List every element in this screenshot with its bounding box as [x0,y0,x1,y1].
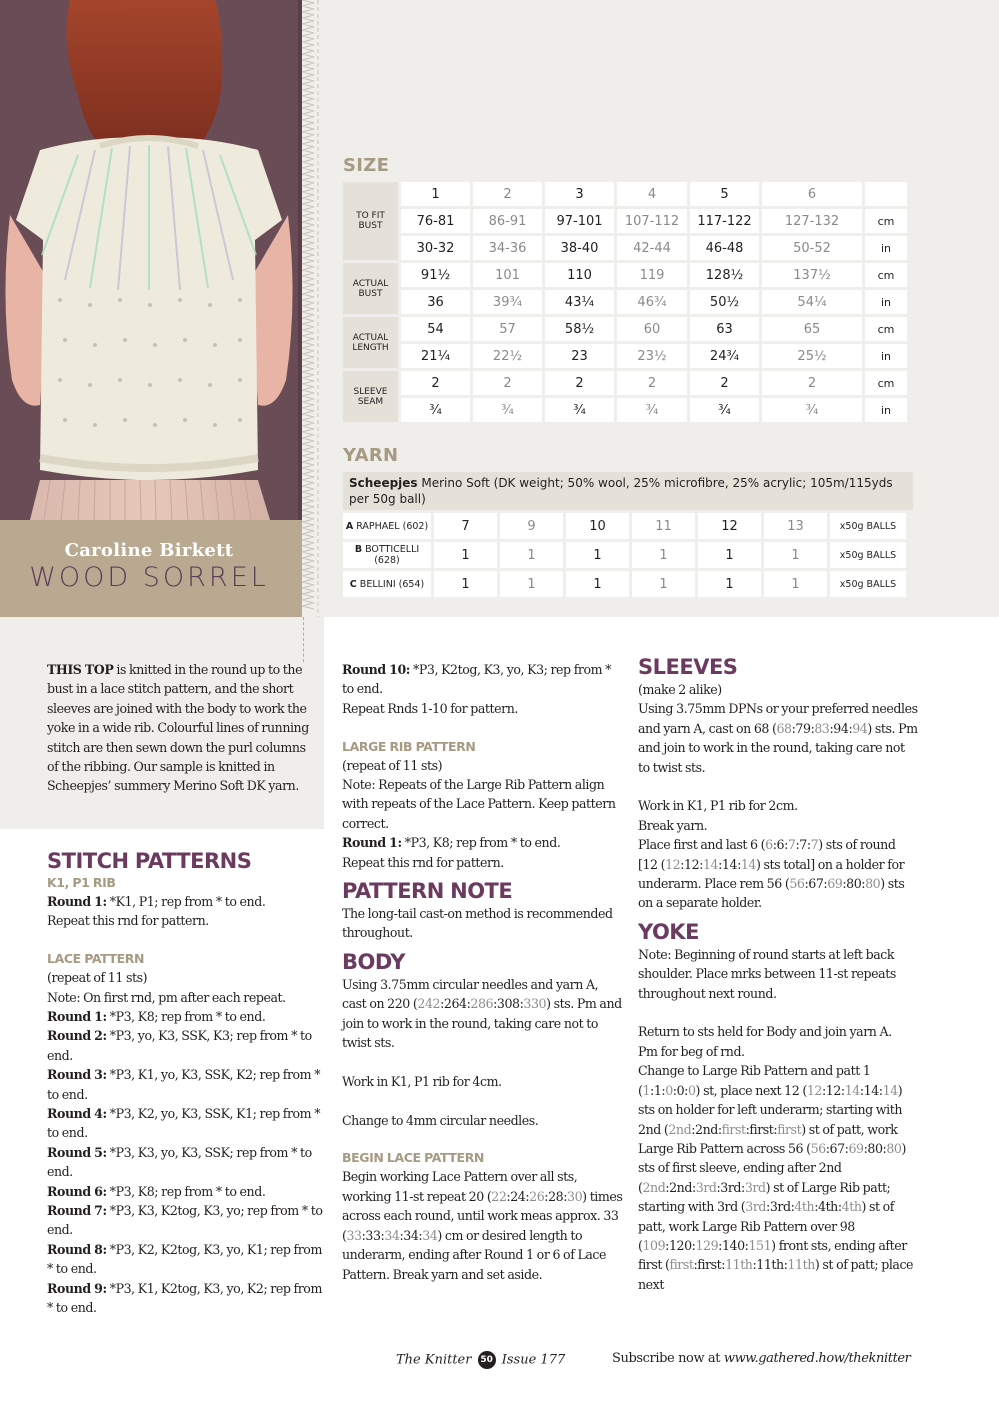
yarn-shade [343,513,431,539]
size-value: 110 [545,263,614,287]
column-middle [342,660,624,1284]
footer-magazine [396,1351,565,1369]
size-value: 46¾ [617,290,687,314]
size-variants: 3rd:3rd:4th:4th:4th [745,1199,862,1215]
lace-round: Round 9: *P3, K1, K2tog, K3, yo, K2; rep from * to end. [47,1280,322,1316]
size-variants: 56:67:69:80:80 [789,876,881,892]
body-cast-on: Using 3.75mm circular needles and yarn A, cast on 220 (242:264:286:308:330) sts. Pm and join to work in the round, taking care not to twist sts. [342,976,622,1051]
size-value: ¾ [617,398,687,422]
size-variants: 12:12:14:14:14 [665,856,756,872]
subscribe-url[interactable]: www.gathered.how/theknitter [723,1351,911,1366]
yarn-quantity: 1 [698,571,761,597]
size-header-row [343,182,907,206]
lace-pattern-heading: LACE PATTERN [47,951,145,967]
size-value: 97-101 [545,209,614,233]
yarn-quantity: 10 [566,513,629,539]
size-number: 6 [762,182,862,206]
size-value: 34-36 [473,236,542,260]
yoke-instructions: Change to Large Rib Pattern and patt 1 (1:1:0:0:0) st, place next 12 (12:12:14:14:14) sts on holder for left underarm; starting with 2nd (2nd:2nd:first:first:first) st of patt, work Large Rib Pattern across 56 (56:67:69:80:80) sts of first sleeve, ending after 2nd (2nd:2nd:3rd:3rd:3rd) st of Large Rib patt; starting with 3rd (3rd:3rd:4th:4th:4th) st of patt, work Large Rib Pattern over 98 (109:120:129:140:151) front sts, ending after first (first:first:11th:11th:11th) st of patt; place next [638,1063,914,1292]
model-photo [0,0,298,520]
lace-note: Note: On first rnd, pm after each repeat. [47,989,286,1005]
row-label: TO FIT BUST [343,182,398,260]
yarn-shade-name: BOTTICELLI (628) [362,544,420,566]
size-row [343,263,907,287]
yarn-quantity: 1 [500,571,563,597]
size-value: ¾ [401,398,470,422]
yarn-quantity: 13 [764,513,827,539]
size-value: 23½ [617,344,687,368]
size-value: 128½ [690,263,759,287]
stitch-patterns-heading: STITCH PATTERNS [47,849,252,873]
body-change-needles: Change to 4mm circular needles. [342,1112,539,1128]
size-row [343,371,907,395]
size-number: 3 [545,182,614,206]
row-label: ACTUAL BUST [343,263,398,314]
intro-body: is knitted in the round up to the bust in a lace stitch pattern, and the short sleeves are joined with the body to work the yoke in a wide rib. Colourful lines of running stitch are then sewn down the purl columns of the ribbing. Our sample is knitted in Scheepjes’ summery Merino Soft DK yarn. [47,662,309,794]
size-value: 2 [545,371,614,395]
size-value: 2 [473,371,542,395]
row-label: ACTUAL LENGTH [343,317,398,368]
size-value: 50-52 [762,236,862,260]
sleeves-cast-on: Using 3.75mm DPNs or your preferred needles and yarn A, cast on 68 (68:79:83:94:94) sts. Pm and join to work in the round, taking care not to twist sts. [638,701,918,775]
lace-round: Round 6: *P3, K8; rep from * to end. [47,1183,266,1199]
sleeves-heading: SLEEVES [638,655,738,679]
size-value: 2 [762,371,862,395]
yarn-letter: A [345,520,354,532]
yarn-quantity: 1 [434,571,497,597]
yarn-quantity: 11 [632,513,695,539]
pattern-note-heading: PATTERN NOTE [342,879,513,904]
size-value: 30-32 [401,236,470,260]
unit-label: in [865,236,907,260]
column-right [638,652,918,1294]
size-row [343,236,907,260]
intro-lead: THIS TOP [47,662,114,677]
sweater-illustration [0,0,298,520]
size-variants: 1:1:0:0:0 [642,1082,696,1098]
unit-label: in [865,398,907,422]
size-value: 107-112 [617,209,687,233]
yarn-shade-name: BELLINI (654) [356,578,425,590]
size-row [343,290,907,314]
title-block [0,520,298,617]
size-value: 65 [762,317,862,341]
yarn-quantity: 1 [500,542,563,568]
yarn-quantity: 1 [566,542,629,568]
subscribe-text: Subscribe now at [612,1351,724,1366]
size-value: 39¾ [473,290,542,314]
size-variants: 2nd:2nd:first:first:first [668,1121,802,1137]
yarn-quantity: 1 [434,542,497,568]
size-row [343,209,907,233]
magazine-name: The Knitter [396,1352,472,1368]
unit-label: cm [865,317,907,341]
unit-label: in [865,290,907,314]
size-value: 91½ [401,263,470,287]
unit-label: cm [865,371,907,395]
body-heading: BODY [342,949,405,974]
large-rib-note: Note: Repeats of the Large Rib Pattern align with repeats of the Lace Pattern. Keep pattern correct. [342,777,616,831]
size-table [340,179,910,425]
size-value: 119 [617,263,687,287]
size-value: 101 [473,263,542,287]
column-stitch-patterns [47,846,327,1318]
size-value: 58½ [545,317,614,341]
begin-lace-text: Begin working Lace Pattern over all sts, working 11-st repeat 20 (22:24:26:28:30) times across each round, until work meas approx. 33 (33:33:34:34:34) cm or desired length to underarm, ending after Round 1 or 6 of Lace Pattern. Break yarn and set aside. [342,1169,623,1282]
size-value: 2 [690,371,759,395]
intro-text [47,660,309,796]
yarn-unit: x50g BALLS [830,571,906,597]
yarn-details: Merino Soft (DK weight; 50% wool, 25% microfibre, 25% acrylic; 105m/115yds per 50g ball) [349,476,893,506]
size-variants: first:first:11th:11th:11th [669,1257,815,1273]
yarn-row [343,542,906,568]
size-value: 50½ [690,290,759,314]
lace-round: Round 5: *P3, K3, yo, K3, SSK; rep from * to end. [47,1144,312,1180]
size-variants: 22:24:26:28:30 [491,1188,583,1204]
size-value: 25½ [762,344,862,368]
size-value: 38-40 [545,236,614,260]
row-label: SLEEVE SEAM [343,371,398,422]
size-heading: SIZE [343,155,390,176]
k1p1-rib-heading: K1, P1 RIB [47,875,116,890]
size-variants: 242:264:286:308:330 [417,996,547,1012]
size-variants: 2nd:2nd:3rd:3rd:3rd [642,1179,766,1195]
lace-round: Round 8: *P3, K2, K2tog, K3, yo, K1; rep from * to end. [47,1241,322,1277]
size-value: 2 [401,371,470,395]
size-value: ¾ [473,398,542,422]
yarn-quantity: 1 [764,571,827,597]
yarn-quantity: 12 [698,513,761,539]
yarn-quantity: 1 [764,542,827,568]
size-value: 36 [401,290,470,314]
size-number: 2 [473,182,542,206]
yarn-letter: B [354,544,363,555]
size-number: 1 [401,182,470,206]
lace-round: Round 3: *P3, K1, yo, K3, SSK, K2; rep from * to end. [47,1067,321,1102]
large-rib-heading: LARGE RIB PATTERN [342,738,476,754]
sleeves-rib: Work in K1, P1 rib for 2cm. [638,798,798,814]
size-row [343,317,907,341]
size-variants: 6:6:7:7:7 [765,837,819,853]
sleeves-place-holder: Place first and last 6 (6:6:7:7:7) sts of round [12 (12:12:14:14:14) sts total] on a holder for underarm. Place rem 56 (56:67:69:80:80) sts on a separate holder. [638,837,905,911]
yarn-letter: C [349,578,357,590]
size-value: 57 [473,317,542,341]
size-value: 86-91 [473,209,542,233]
designer-name: Caroline Birkett [64,540,234,561]
size-value: 76-81 [401,209,470,233]
lace-repeat-of: (repeat of 11 sts) [47,970,148,986]
size-variants: 68:79:83:94:94 [776,720,868,736]
sleeves-sub: (make 2 alike) [638,682,722,697]
size-variants: 12:12:14:14:14 [806,1082,898,1098]
yarn-unit: x50g BALLS [830,513,906,539]
size-variants: 56:67:69:80:80 [810,1140,902,1156]
size-value: 23 [545,344,614,368]
yarn-shade [343,542,431,568]
size-row [343,344,907,368]
lace-round: Round 1: *P3, K8; rep from * to end. [47,1009,266,1025]
unit-cell [865,182,907,206]
lace-round: Round 7: *P3, K3, K2tog, K3, yo; rep from * to end. [47,1203,323,1238]
yarn-row [343,571,906,597]
size-variants: 33:33:34:34:34 [346,1227,438,1243]
yarn-table [340,510,909,600]
unit-label: cm [865,209,907,233]
lace-round: Round 10: *P3, K2tog, K3, yo, K3; rep from * to end. [342,662,612,697]
yarn-shade [343,571,431,597]
size-value: 60 [617,317,687,341]
size-value: 24¾ [690,344,759,368]
yarn-brand: Scheepjes [349,476,418,490]
page-number-badge: 50 [478,1351,496,1369]
footer-subscribe [612,1351,911,1366]
size-value: 117-122 [690,209,759,233]
size-value: 46-48 [690,236,759,260]
lace-repeat: Repeat Rnds 1-10 for pattern. [342,700,518,716]
lace-round: Round 2: *P3, yo, K3, SSK, K3; rep from * to end. [47,1028,312,1063]
size-value: 22½ [473,344,542,368]
yarn-quantity: 1 [566,571,629,597]
zigzag-stitch-decoration [298,0,324,617]
yoke-pm: Pm for beg of rnd. [638,1043,745,1059]
size-variants: 109:120:129:140:151 [642,1237,772,1253]
dashed-divider [303,617,304,662]
yarn-heading: YARN [343,445,399,466]
yarn-quantity: 1 [698,542,761,568]
large-rib-round-1: Round 1: *P3, K8; rep from * to end. [342,835,561,851]
size-value: 2 [617,371,687,395]
yarn-quantity: 1 [632,542,695,568]
size-number: 4 [617,182,687,206]
size-value: 63 [690,317,759,341]
unit-label: in [865,344,907,368]
yarn-quantity: 9 [500,513,563,539]
size-value: 127-132 [762,209,862,233]
yarn-shade-name: RAPHAEL (602) [353,520,429,532]
body-rib: Work in K1, P1 rib for 4cm. [342,1073,502,1089]
yoke-heading: YOKE [638,919,699,944]
size-value: ¾ [545,398,614,422]
size-value: 54¼ [762,290,862,314]
issue-number: Issue 177 [501,1352,566,1368]
size-value: 42-44 [617,236,687,260]
size-value: ¾ [690,398,759,422]
sleeves-break-yarn: Break yarn. [638,817,708,833]
design-title: WOOD SORREL [29,562,269,593]
size-value: 21¼ [401,344,470,368]
large-rib-repeat-of: (repeat of 11 sts) [342,757,443,773]
yarn-unit: x50g BALLS [830,542,906,568]
yarn-row [343,513,906,539]
yoke-note: Note: Beginning of round starts at left back shoulder. Place mrks between 11-st repeats throughout next round. [638,946,896,1001]
size-row [343,398,907,422]
size-value: ¾ [762,398,862,422]
k1p1-repeat: Repeat this rnd for pattern. [47,913,209,929]
unit-label: cm [865,263,907,287]
large-rib-repeat: Repeat this rnd for pattern. [342,854,504,870]
yarn-quantity: 1 [632,571,695,597]
yarn-description [343,472,913,510]
k1p1-round-1: Round 1: *K1, P1; rep from * to end. [47,894,266,909]
size-value: 137½ [762,263,862,287]
size-value: 43¼ [545,290,614,314]
yarn-quantity: 7 [434,513,497,539]
pattern-note-text: The long-tail cast-on method is recommended throughout. [342,906,613,941]
yoke-return: Return to sts held for Body and join yarn A. [638,1024,892,1040]
size-value: 54 [401,317,470,341]
size-number: 5 [690,182,759,206]
lace-round: Round 4: *P3, K2, yo, K3, SSK, K1; rep from * to end. [47,1106,321,1141]
begin-lace-heading: BEGIN LACE PATTERN [342,1150,484,1166]
